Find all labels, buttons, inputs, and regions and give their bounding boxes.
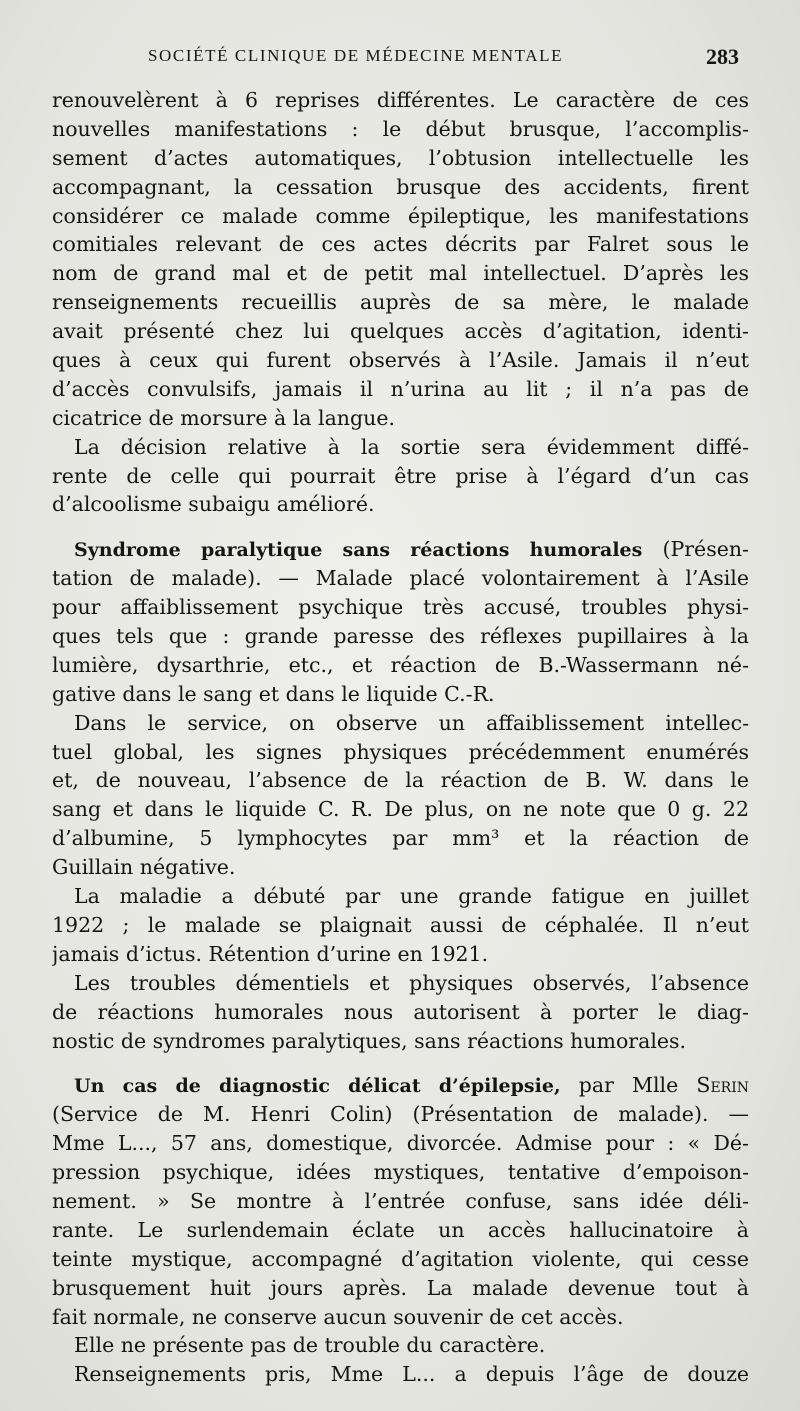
paragraph-1: [52, 86, 749, 433]
text-line: [52, 535, 749, 564]
text-line: Guillain négative.: [52, 855, 236, 880]
text-line: brusquement huit jours après. La malade devenue tout à: [52, 1275, 749, 1300]
text-line: [52, 1071, 749, 1100]
text-line: d’albumine, 5 lymphocytes par mm³ et la réaction de: [52, 826, 749, 851]
section-heading: Syndrome paralytique sans réactions humorales: [74, 539, 643, 562]
running-title: SOCIÉTÉ CLINIQUE DE MÉDECINE MENTALE: [148, 46, 564, 65]
text-line: lumière, dysarthrie, etc., et réaction de B.-Wassermann né-: [52, 652, 749, 677]
text-line: ques tels que : grande paresse des réflexes pupillaires à la: [52, 624, 749, 649]
text-line: accompagnant, la cessation brusque des accidents, firent: [52, 174, 749, 199]
text-line: teinte mystique, accompagné d’agitation violente, qui cesse: [52, 1246, 749, 1271]
paragraph-9: [52, 1360, 749, 1389]
text-line: d’accès convulsifs, jamais il n’urina au lit ; il n’a pas de: [52, 376, 749, 401]
text-line: nostic de syndromes paralytiques, sans réactions humorales.: [52, 1028, 687, 1053]
paragraph-8: [52, 1331, 749, 1360]
text-line: (Service de M. Henri Colin) (Présentation de malade). —: [52, 1102, 749, 1127]
text-line: ques à ceux qui furent observés à l’Asile. Jamais il n’eut: [52, 348, 749, 373]
text-line: avait présenté chez lui quelques accès d’agitation, identi-: [52, 319, 749, 344]
text-line: La décision relative à la sortie sera évidemment diffé-: [74, 434, 749, 459]
text-line: nom de grand mal et de petit mal intellectuel. D’après les: [52, 261, 749, 286]
text-line: tuel global, les signes physiques précédemment enumérés: [52, 739, 749, 764]
text-line: Renseignements pris, Mme L... a depuis l’âge de douze: [74, 1362, 749, 1387]
text-line: Mme L..., 57 ans, domestique, divorcée. Admise pour : « Dé-: [52, 1131, 749, 1156]
text-line: renseignements recueillis auprès de sa mère, le malade: [52, 290, 749, 315]
body-text: [52, 86, 749, 1389]
page-number: 283: [706, 44, 739, 69]
paragraph-2: [52, 433, 749, 520]
text-line: cicatrice de morsure à la langue.: [52, 405, 395, 430]
text-line: 1922 ; le malade se plaignait aussi de céphalée. Il n’eut: [52, 912, 749, 937]
text-line: Dans le service, on observe un affaiblissement intellec-: [74, 710, 749, 735]
text-line: fait normale, ne conserve aucun souvenir de cet accès.: [52, 1304, 624, 1329]
text-line: d’alcoolisme subaigu amélioré.: [52, 492, 375, 517]
text-line: tation de malade). — Malade placé volontairement à l’Asile: [52, 566, 749, 591]
heading-mid: par Mlle: [578, 1073, 679, 1098]
text-line: nement. » Se montre à l’entrée confuse, sans idée déli-: [52, 1188, 749, 1213]
text-line: nouvelles manifestations : le début brusque, l’accomplis-: [52, 116, 749, 141]
text-line: rante. Le surlendemain éclate un accès hallucinatoire à: [52, 1217, 749, 1242]
text-line: pour affaiblissement psychique très accusé, troubles physi-: [52, 595, 749, 620]
section-gap: [52, 519, 749, 535]
text-line: renouvelèrent à 6 reprises différentes. Le caractère de ces: [52, 88, 749, 112]
paragraph-5: [52, 882, 749, 969]
text-line: gative dans le sang et dans le liquide C.-R.: [52, 681, 495, 706]
author-name: Serin: [696, 1073, 749, 1098]
text-line: comitiales relevant de ces actes décrits par Falret sous le: [52, 232, 749, 257]
text-line: sement d’actes automatiques, l’obtusion intellectuelle les: [52, 145, 749, 170]
paragraph-3: [52, 535, 749, 708]
text-line: sang et dans le liquide C. R. De plus, on ne note que 0 g. 22: [52, 797, 749, 822]
paragraph-7: [52, 1071, 749, 1331]
section-gap: [52, 1055, 749, 1071]
paragraph-4: [52, 709, 749, 882]
heading-rest: (Présen-: [662, 537, 749, 562]
section-heading: Un cas de diagnostic délicat d’épilepsie,: [74, 1075, 561, 1098]
text-line: de réactions humorales nous autorisent à porter le diag-: [52, 999, 749, 1024]
text-line: rente de celle qui pourrait être prise à l’égard d’un cas: [52, 463, 749, 488]
text-line: considérer ce malade comme épileptique, les manifestations: [52, 203, 749, 228]
text-line: La maladie a débuté par une grande fatigue en juillet: [74, 884, 749, 909]
text-line: Les troubles démentiels et physiques observés, l’absence: [74, 970, 749, 995]
text-line: jamais d’ictus. Rétention d’urine en 1921.: [52, 941, 489, 966]
text-line: pression psychique, idées mystiques, tentative d’empoison-: [52, 1160, 749, 1185]
paragraph-6: [52, 969, 749, 1056]
page-header: [0, 44, 800, 76]
text-line: et, de nouveau, l’absence de la réaction de B. W. dans le: [52, 768, 749, 793]
text-line: Elle ne présente pas de trouble du caractère.: [74, 1333, 546, 1358]
